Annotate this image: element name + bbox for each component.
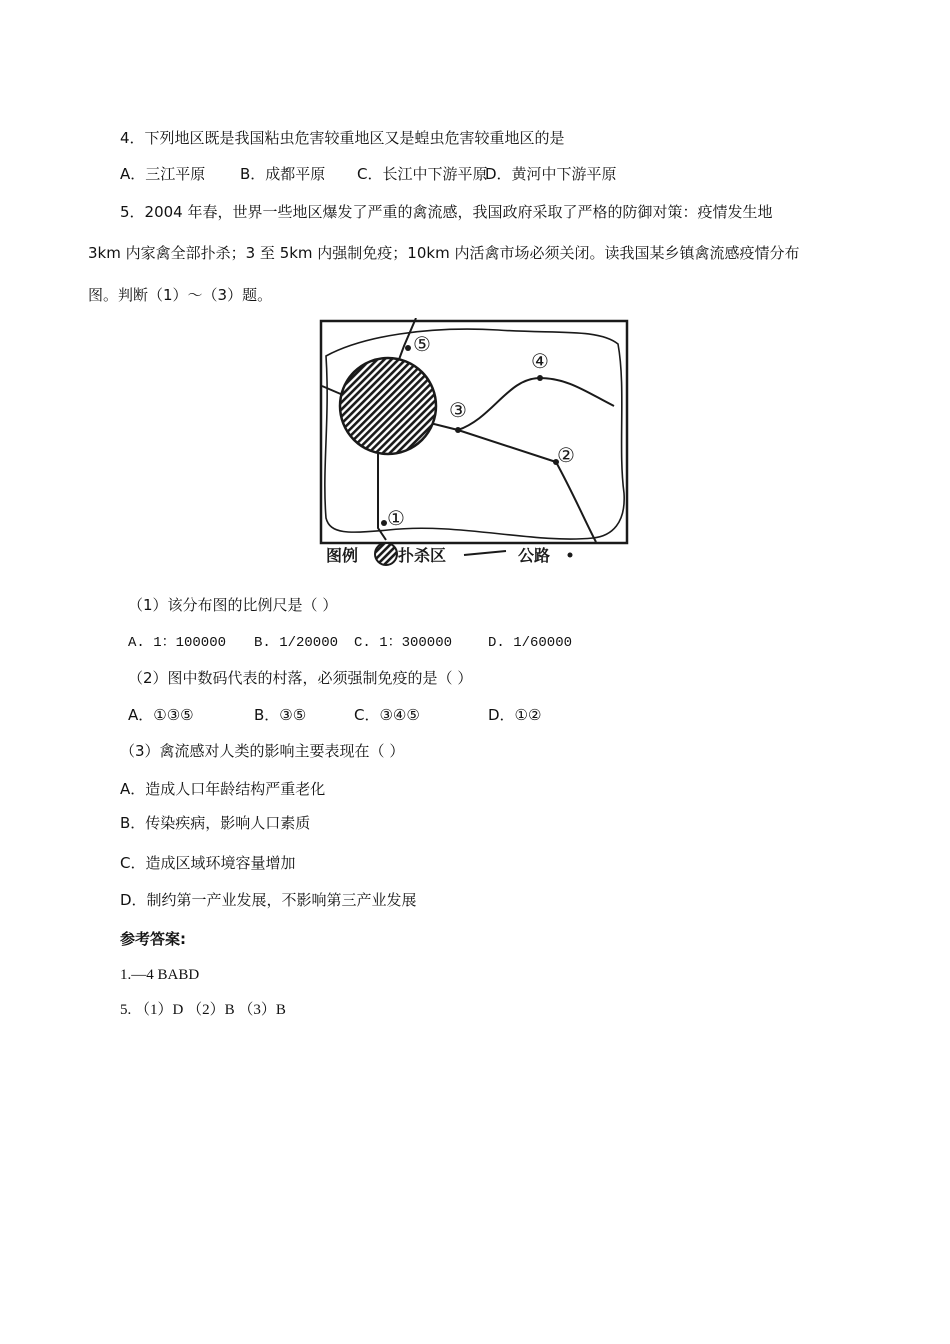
q4-option-a[interactable]: A．三江平原 [120, 165, 206, 183]
answers-line-1: 1.—4 BABD [120, 967, 200, 983]
q5-sub2-option-b[interactable]: B．③⑤ [254, 706, 307, 724]
legend-cull-swatch [375, 543, 397, 565]
answers-title: 参考答案: [120, 930, 186, 948]
village-2-label: ② [557, 443, 575, 467]
village-3-dot [455, 427, 461, 433]
q4-option-b[interactable]: B．成都平原 [240, 165, 326, 183]
q5-stem-line1: 5．2004 年春，世界一些地区爆发了严重的禽流感，我国政府采取了严格的防御对策：疫情发生地 [120, 203, 773, 221]
legend-road-swatch [464, 551, 506, 555]
q5-sub3-option-b[interactable]: B．传染疾病，影响人口素质 [120, 814, 311, 832]
legend-cull-label: 扑杀区 [398, 546, 447, 565]
q4-stem: 4．下列地区既是我国粘虫危害较重地区又是蝗虫危害较重地区的是 [120, 129, 565, 147]
village-4-label: ④ [531, 349, 549, 373]
village-4-dot [537, 375, 543, 381]
q5-sub3-stem: （3）禽流感对人类的影响主要表现在（ ） [120, 742, 405, 760]
q5-sub1-options [128, 633, 572, 653]
q5-sub1-stem: （1）该分布图的比例尺是（ ） [128, 596, 338, 614]
q5-sub1-option-c[interactable]: C. 1：300000 [354, 635, 453, 651]
bird-flu-distribution-map [318, 318, 630, 568]
road-northeast [458, 378, 614, 430]
village-1-label: ① [387, 506, 405, 530]
q4-option-c[interactable]: C．长江中下游平原 [357, 165, 488, 183]
q5-sub1-option-d[interactable]: D. 1/60000 [488, 635, 573, 651]
legend-village-dot [568, 553, 573, 558]
legend-road-label: 公路 [518, 546, 551, 565]
q4-options [120, 164, 617, 184]
q5-sub2-stem: （2）图中数码代表的村落，必须强制免疫的是（ ） [128, 669, 473, 687]
q5-sub1-option-b[interactable]: B. 1/20000 [254, 635, 339, 651]
q5-sub2-option-c[interactable]: C．③④⑤ [354, 706, 420, 724]
q4-option-d[interactable]: D．黄河中下游平原 [485, 165, 617, 183]
village-5-dot [405, 345, 411, 351]
q5-sub1-option-a[interactable]: A. 1：100000 [128, 635, 227, 651]
cull-zone [340, 358, 436, 454]
q5-sub2-options [128, 705, 541, 725]
q5-sub3-option-c[interactable]: C．造成区域环境容量增加 [120, 854, 296, 872]
q5-sub3-option-a[interactable]: A．造成人口年龄结构严重老化 [120, 780, 326, 798]
q5-sub2-option-d[interactable]: D．①② [488, 706, 542, 724]
q5-sub3-option-d[interactable]: D．制约第一产业发展，不影响第三产业发展 [120, 891, 417, 909]
q5-sub2-option-a[interactable]: A．①③⑤ [128, 706, 194, 724]
q5-stem-line3: 图。判断（1）～（3）题。 [88, 286, 273, 304]
q5-stem-line2: 3km 内家禽全部扑杀；3 至 5km 内强制免疫；10km 内活禽市场必须关闭。读我国某乡镇禽流感疫情分布 [88, 244, 800, 262]
legend-title: 图例 [326, 546, 359, 565]
village-5-label: ⑤ [413, 332, 431, 356]
answers-line-2: 5. （1）D （2）B （3）B [120, 1002, 286, 1018]
village-3-label: ③ [449, 398, 467, 422]
